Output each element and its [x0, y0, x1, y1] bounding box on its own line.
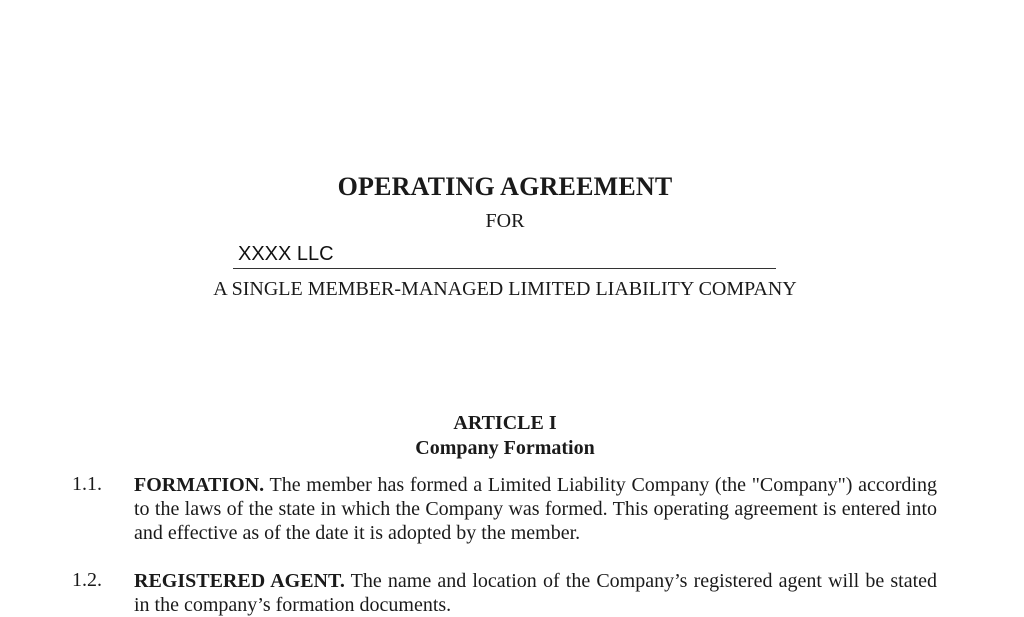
section-number: 1.1. [72, 473, 102, 495]
document-subtitle: A SINGLE MEMBER-MANAGED LIMITED LIABILITY COMPANY [213, 278, 797, 300]
section-text: The name and location of the Company’s registered agent will be stated in the company’s formation documents. [134, 570, 938, 616]
company-name-underline [233, 268, 776, 269]
section-body [134, 473, 937, 545]
document-for-label: FOR [485, 210, 525, 232]
section-text: The member has formed a Limited Liability Company (the "Company") according to the laws of the state in which the Company was formed. This operating agreement is entered into and effective as of the date it is adopted by the member. [134, 474, 937, 544]
section-number: 1.2. [72, 569, 102, 591]
section-heading: FORMATION. [134, 474, 265, 496]
article-title: Company Formation [415, 437, 595, 459]
document-title: OPERATING AGREEMENT [337, 172, 673, 201]
company-name: XXXX LLC [238, 243, 334, 265]
article-number: ARTICLE I [453, 412, 557, 434]
section-body [134, 569, 937, 617]
section-heading: REGISTERED AGENT. [134, 570, 345, 592]
